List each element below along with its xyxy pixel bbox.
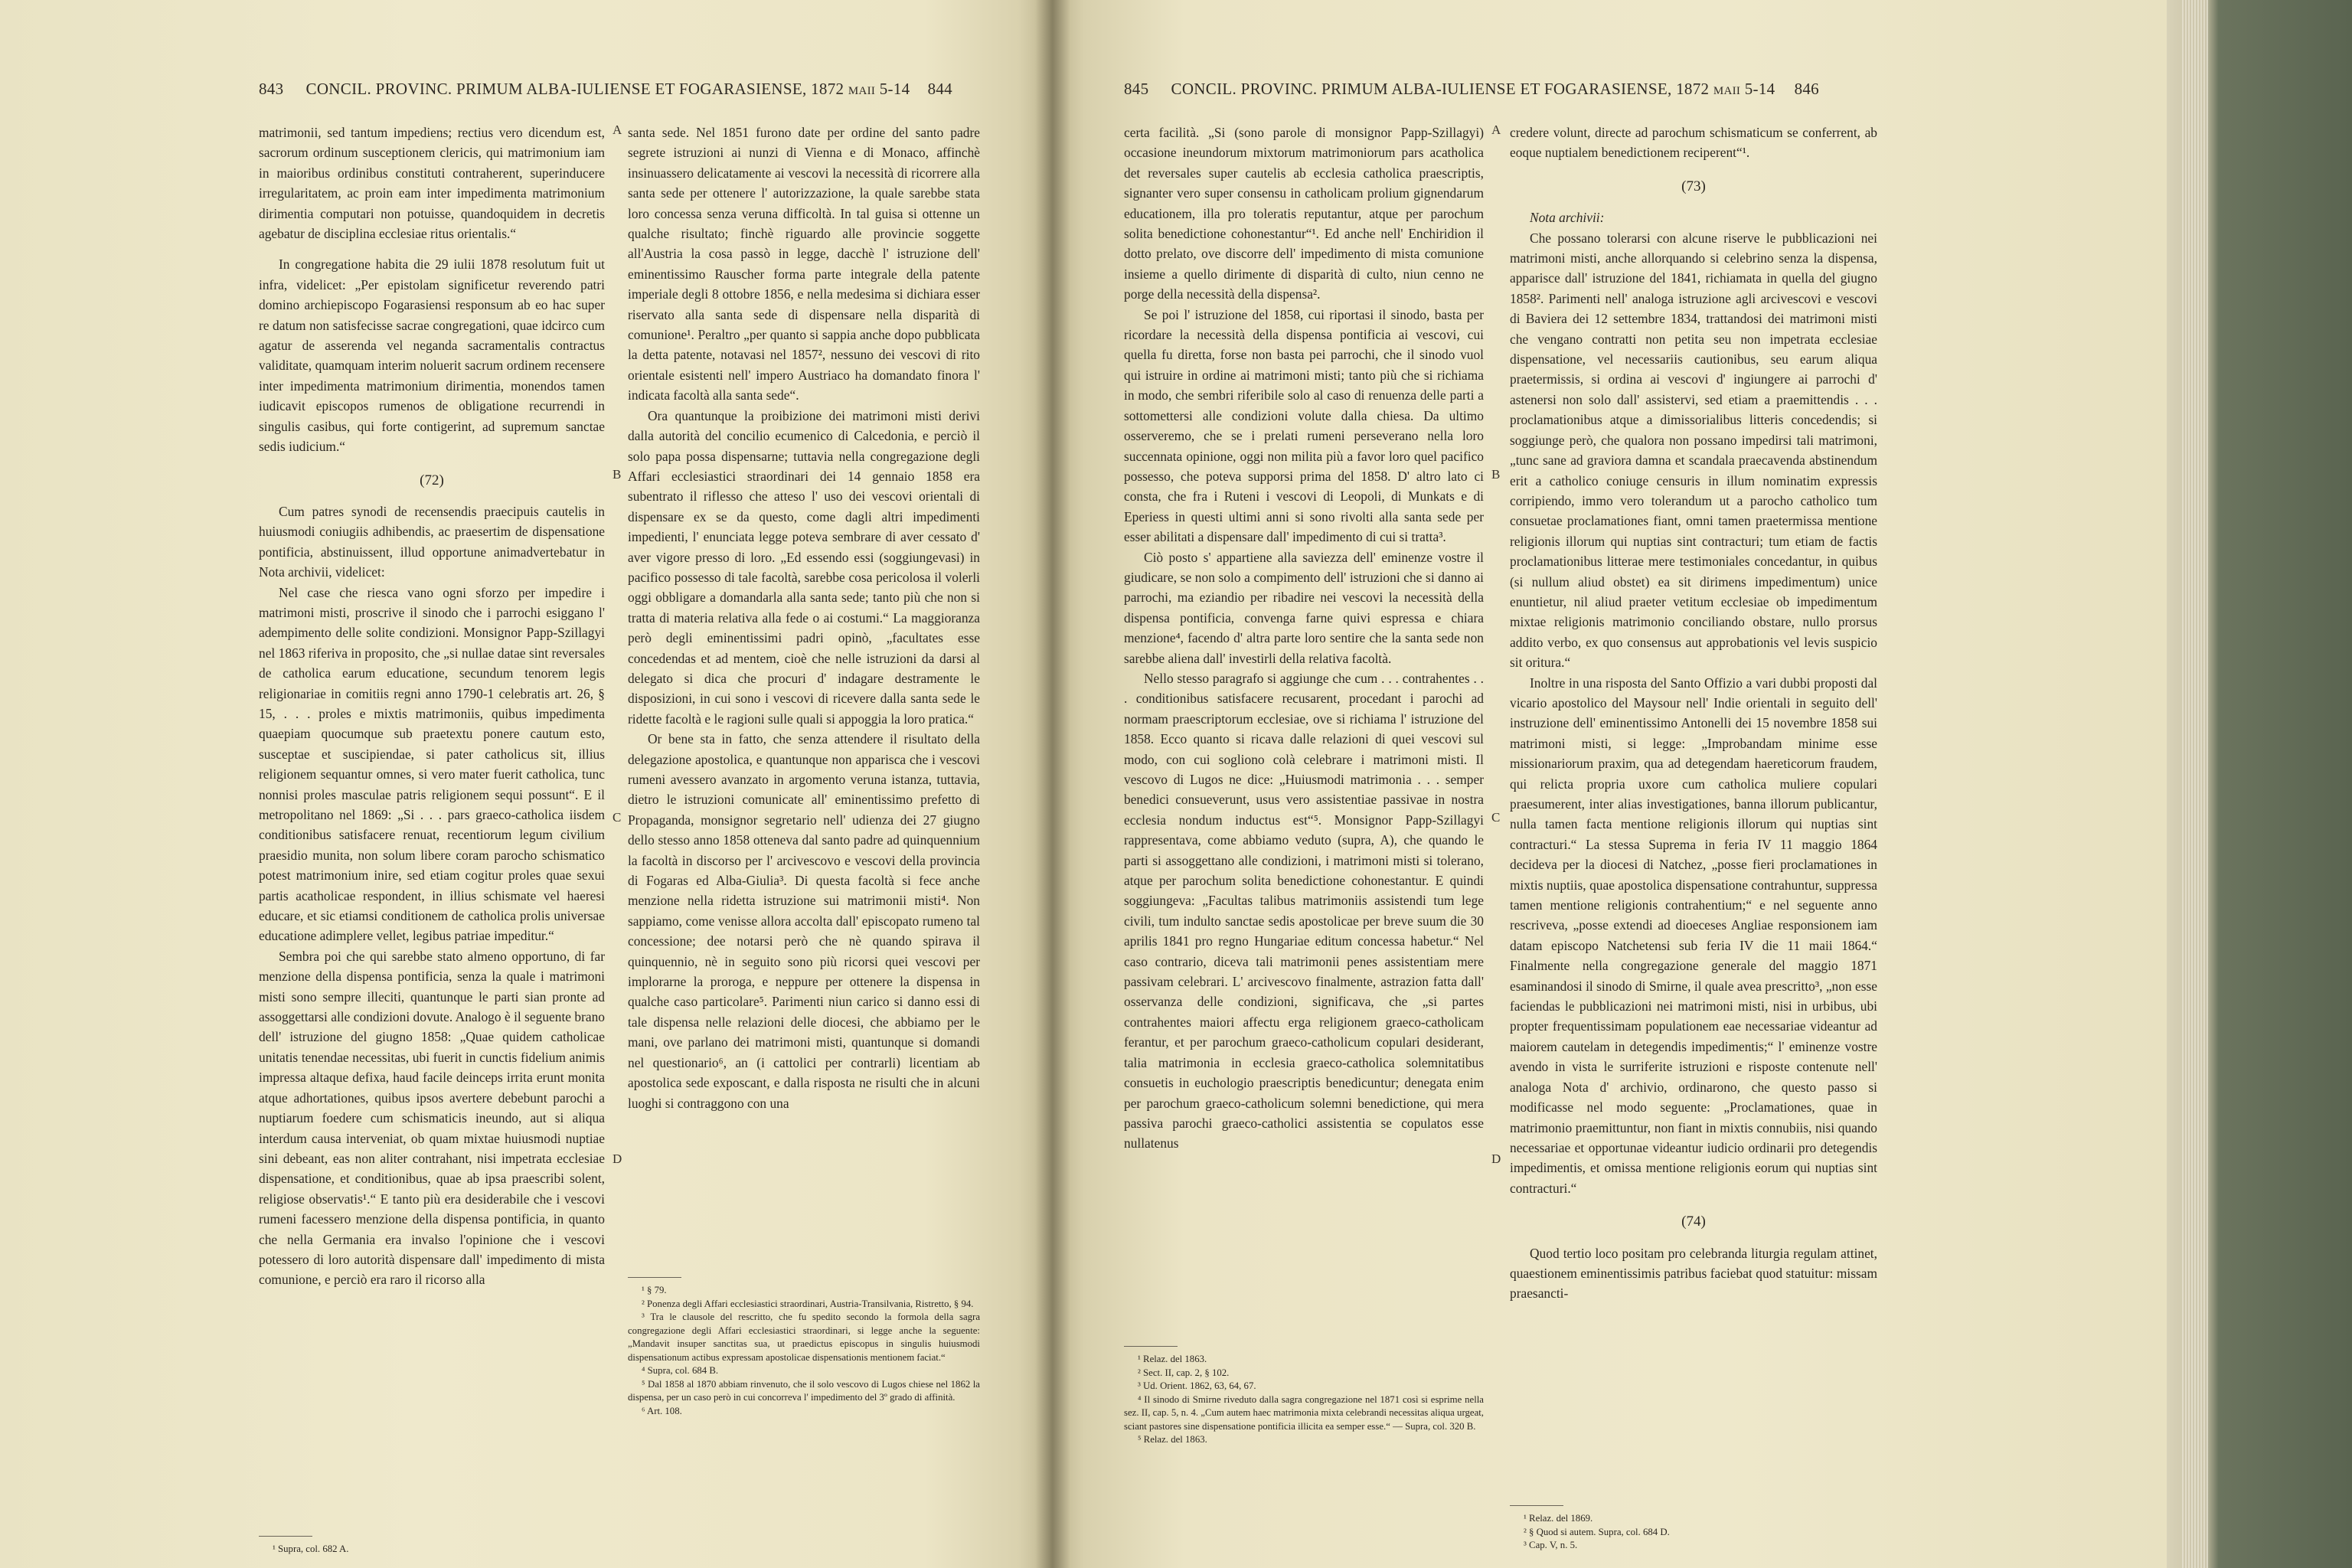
paragraph: Or bene sta in fatto, che senza attendere il risultato della delegazione apostolica, e quantunque non apparisca che i vescovi rumeni avessero avanzato in argomento veruna istanza, tuttavia, dietro le istruzioni comunicate all' eminentissimo prefetto di Propaganda, monsignor segretario nell' udienza dei 27 giugno dello stesso anno 1858 otteneva dal santo padre ad quinquennium la facoltà in discorso per l' arcivescovo e vescovi della provincia di Fogaras ed Alba-Giulia³. Di questa facoltà si fece anche menzione nella ridetta istruzione sui matrimonii misti⁴. Non sappiamo, come venisse allora accolta dall' episcopato rumeno tal concessione; dee notarsi però che nè quando spirava il quinquennio, nè in seguito sono più ricorsi quei vescovi per implorarne la proroga, e neppure per ottenere la dispensa in qualche caso particolare⁵. Parimenti niun carico si danno essi di tale dispensa nelle relazioni delle diocesi, che abbiamo per le mani, ove parlano dei matrimoni misti, quantunque si domandi nel questionario⁶, an (i cattolici per contrarli) licentiam ab apostolica sede exposcant, e dalla risposta ne risulti che in alcuni luoghi si contraggono con una [628, 731, 980, 1111]
footnote: ⁴ Il sinodo di Smirne riveduto dalla sagra congregazione nel 1871 così si esprime nella sez. II, cap. 5, n. 4. „Cum autem haec matrimonia mixta celebrandi necessitas aliqua urgeat, sciant pastores sine dispensatione pontificia illicita ea semper esse.“ — Supra, col. 320 B. [1124, 1393, 1484, 1432]
margin-marker-b: B [1491, 467, 1501, 482]
paragraph: matrimonii, sed tantum impediens; rectius vero dicendum est, sacrorum ordinum susceptionem clericis, qui matrimonium iam in maioribus ordinibus constituti contraherent, superinducere irregularitatem, ac proin eam inter impedimenta matrimonium dirimentia computari non potuisse, quandoquidem in decretis agebatur de disciplina ecclesiae ritus orientalis.“ [259, 125, 605, 242]
left-column-a-footnotes [259, 1536, 605, 1557]
book-gutter [1035, 0, 1070, 1568]
right-column-a-footnotes [1124, 1346, 1484, 1447]
right-column-b-footnotes [1510, 1505, 1877, 1553]
footnote: ⁶ Art. 108. [642, 1405, 682, 1416]
page-number-844: 844 [927, 80, 952, 98]
section-number: (73) [1681, 178, 1706, 194]
page-number-845: 845 [1124, 80, 1149, 98]
paragraph: Inoltre in una risposta del Santo Offizio a vari dubbi proposti dal vicario apostolico del Maysour nell' Indie orientali in seguito dell' instruzione dell' eminentissimo Antonelli dei 15 novembre 1858 sui matrimoni misti, si legge: „Improbandam minime esse missionariorum praxim, qua ad detegendam haereticorum fraudem, qui relicta propria uxore cum catholica muliere copulari praesumerent, inter alias investigationes, banna illorum publicantur, nulla tamen facta mentione religionis illorum qui nuptias sint contracturi.“ La stessa Suprema in feria IV 11 maggio 1864 decideva per la diocesi di Natchez, „posse fieri proclamationes in mixtis nuptiis, quae apostolica dispensatione contrahuntur, suppressa tamen mentione religionis contrahentium;“ e nel seguente anno rescriveva, „posse extendi ad dioeceses Angliae responsionem iam datam episcopo Natchetensi sub feria IV die 11 maii 1864.“ Finalmente nella congregazione generale del maggio 1871 esaminandosi il sinodo di Smirne, il quale avea prescritto³, „non esse faciendas le pubblicazioni nei matrimoni misti, nisi in urbibus, ubi propter frequentissimam populationem eae necessariae videantur ad maiorem cautelam in detegendis impedimentis;“ l' eminenze vostre avendo in vista le surriferite istruzioni e risposte contenute nell' analoga Nota d' archivio, ordinarono, che questo passo si modificasse nel modo seguente: „Proclamationes, quae in matrimonio praemittuntur, non fiant in mixtis connubiis, nisi quando necessariae et opportunae videantur iudicio ordinarii pro detegendis impedimentis, et omissa mentione religionis eorum qui nuptias sint contracturi.“ [1510, 675, 1877, 1196]
running-title-left: CONCIL. PROVINC. PRIMUM ALBA-IULIENSE ET FOGARASIENSE, 1872 maii 5-14 [305, 80, 910, 98]
left-page-header [259, 80, 952, 99]
footnote-rule [628, 1277, 681, 1278]
page-stack-edge [2182, 0, 2208, 1568]
right-page [1050, 0, 2167, 1568]
running-title-right: CONCIL. PROVINC. PRIMUM ALBA-IULIENSE ET FOGARASIENSE, 1872 maii 5-14 [1171, 80, 1775, 98]
footnote: ² Ponenza degli Affari ecclesiastici straordinari, Austria-Transilvania, Ristretto, § 94. [642, 1298, 974, 1309]
footnote: ² § Quod si autem. Supra, col. 684 D. [1524, 1526, 1670, 1537]
footnote: ¹ Relaz. del 1863. [1138, 1354, 1207, 1364]
footnote-rule [1124, 1346, 1178, 1347]
left-column-a [259, 122, 605, 1290]
right-page-header [1124, 80, 1819, 99]
paragraph: Quod tertio loco positam pro celebranda liturgia regulam attinet, quaestionem eminentissimis patribus faciebat quod statuitur: missam praesancti- [1510, 1245, 1877, 1302]
footnote: ⁵ Dal 1858 al 1870 abbiam rinvenuto, che il solo vescovo di Lugos chiese nel 1862 la dispensa, per un caso però in cui concorreva l' impedimento del 3º grado di affinità. [628, 1378, 980, 1403]
footnote: ¹ § 79. [642, 1285, 667, 1295]
left-column-b [628, 122, 980, 1113]
paragraph: Se poi l' istruzione del 1858, cui riportasi il sinodo, basta per ricordare la necessità della dispensa pontificia ai vescovi, cui quella fu diretta, forse non basta pei parrochi, che il sinodo vuol qui istruire in ordine ai matrimoni misti; tanto più che si richiama in modo, che sembri riferibile solo al caso di renuenza delle parti a sottomettersi alle condizioni volute dalla chiesa. Da ultimo osserveremo, che se i prelati rumeni perseverano nella loro succennata opinione, oggi non milita più a favor loro quel pacifico possesso, che poteva supporsi prima del 1858. D' altro lato ci consta, che fra i Ruteni i vescovi di Leopoli, di Munkats e di Eperiess in questi ultimi anni si sono rivolti alla santa sede per esser abilitati a dispensare dall' impedimento di cui si tratta³. [1124, 306, 1484, 545]
footnote: ³ Ud. Orient. 1862, 63, 64, 67. [1138, 1380, 1256, 1391]
paragraph: Sembra poi che qui sarebbe stato almeno opportuno, di far menzione della dispensa pontificia, senza la quale i matrimoni misti sono sempre illeciti, quantunque le parti sian pronte ad assoggettarsi alle condizioni dovute. Analogo è il seguente brano dell' istruzione del giugno 1858: „Quae quidem catholicae unitatis tenendae necessitas, ubi fuerit in cunctis fidelium animis impressa altaque defixa, haud facile deinceps irrita erunt monita atque adhortationes, quibus ipsos avertere debebunt parochi a nuptiarum foedere cum schismaticis ineundo, aut si aliqua interdum causa interveniat, ob quam mixtae huiusmodi nuptiae sini debeant, eas non aliter contrahant, nisi impetrata ecclesiae dispensatione, et conditionibus, quae ab ipsa praescribi solent, religiose observatis¹.“ E tanto più era desiderabile che i vescovi rumeni facessero menzione della dispensa pontificia, in quanto che nella Germania era invalso l'opinione che i vescovi potessero di loro autorità dispensare dall' impedimento di mista comunione, e perciò era raro il ricorso alla [259, 948, 605, 1288]
footnote-rule [259, 1536, 312, 1537]
footnote: ⁵ Relaz. del 1863. [1138, 1434, 1207, 1445]
paragraph: santa sede. Nel 1851 furono date per ordine del santo padre segrete istruzioni ai nunzi di Vienna e di Monaco, affinchè insinuassero delicatamente ai vescovi la necessità di ricorrere alla santa sede per ottenere l' autorizzazione, la quale sarebbe stata loro concessa senza veruna difficoltà. In tal guisa si ottenne un qualche risultato; finchè riguardo alle provincie soggette all'Austria la cosa passò in legge, dacchè l' istruzione dell' eminentissimo Rauscher forma parte integrale della patente imperiale degli 8 ottobre 1856, e nella medesima si dichiara esser riservato alla santa sede di dispensare nella disparità di comunione¹. Peraltro „per quanto si sappia anche dopo pubblicata la detta patente, notavasi nel 1857², nessuno dei vescovi di rito orientale esistenti nell' impero Austriaco ha domandato finora l' indicata facoltà alla santa sede“. [628, 125, 980, 403]
section-number: (72) [420, 472, 444, 488]
margin-marker-a: A [1491, 122, 1501, 137]
margin-marker-c: C [612, 810, 622, 825]
footnote: ² Sect. II, cap. 2, § 102. [1138, 1367, 1230, 1378]
footnote: ³ Cap. V, n. 5. [1524, 1540, 1578, 1550]
paragraph: Ciò posto s' appartiene alla saviezza dell' eminenze vostre il giudicare, se non solo a compimento dell' istruzioni che si danno ai parrochi, ma eziandio per ribadire nei vescovi la necessità della dispensa pontificia, convenga farne quivi espressa e chiara menzione⁴, facendo d' altra parte loro sentire che la santa sede non sarebbe aliena dall' investirli della relativa facoltà. [1124, 549, 1484, 666]
section-number: (74) [1681, 1214, 1706, 1230]
page-number-843: 843 [259, 80, 284, 98]
footnote: ³ Tra le clausole del rescritto, che fu spedito secondo la formola della sagra congregazione degli Affari ecclesiastici straordinari, si legge anche la seguente: „Mandavit insuper sanctitas sua, ut praedictus episcopus in singulis huiusmodi dispensationum actibus expressam apostolicae dispensationis mentionem faciat.“ [628, 1312, 980, 1363]
margin-marker-d: D [612, 1152, 622, 1166]
paragraph: Nel case che riesca vano ogni sforzo per impedire i matrimoni misti, proscrive il sinodo che i parrochi esiggano l' adempimento delle solite condizioni. Monsignor Papp-Szillagyi nel 1863 riferiva in proposito, che „si nullae datae sint reversales de catholica earum educatione, secundum tenorem legis religionariae in comitiis regni anno 1790-1 celebratis art. 26, § 15, . . . proles e mixtis matrimoniis, quibus impedimenta quaepiam quocumque sub praetextu ponere cautum esto, susceptae et suscipiendae, si pater catholicus sit, illius religionem sequantur omnes, si vero mater fuerit catholica, tunc nonnisi proles masculae patris religionem sequi possunt“. E il metropolitano nel 1869: „Si . . . pars graeco-catholica iisdem conditionibus satisfacere renuat, recentiorum legum civilium praesidio munita, non solum libere coram parocho schismatico potest matrimonium inire, sed etiam cogitur proles quae sexui partis acatholicae respondent, in illius schismate vel haeresi educare, et sic etiamsi conditionem de catholica prolis universae educatione adimplere vellet, legibus patriae impeditur.“ [259, 584, 605, 944]
margin-marker-d: D [1491, 1152, 1501, 1166]
margin-marker-c: C [1491, 810, 1501, 825]
margin-marker-b: B [612, 467, 622, 482]
right-column-a [1124, 122, 1484, 1154]
footnote: ¹ Supra, col. 682 A. [273, 1544, 349, 1554]
page-number-846: 846 [1794, 80, 1819, 98]
footnote-rule [1510, 1505, 1563, 1506]
left-page [0, 0, 1050, 1568]
paragraph: credere volunt, directe ad parochum schismaticum se conferrent, ab eoque nuptialem benedictionem reciperent“¹. [1510, 125, 1877, 161]
footnote: ¹ Relaz. del 1869. [1524, 1513, 1593, 1524]
paragraph: Ora quantunque la proibizione dei matrimoni misti derivi dalla autorità del concilio ecumenico di Calcedonia, e perciò il solo papa possa dispensarne; tuttavia nella congregazione degli Affari ecclesiastici straordinari dei 14 gennaio 1858 era subentrato il riflesso che atteso l' uso dei vescovi orientali di dispensare ex se da questo, come dagli altri impedimenti impedienti, l' enunciata legge poteva sembrare di aver cessato d' aver vigore presso di loro. „Ed essendo essi (soggiungevasi) in pacifico possesso di tale facoltà, sarebbe cosa pericolosa il volerli oggi obbligare a domandarla alla santa sede; tanto più che non si tratta di materia relativa alla fede o ai costumi.“ La maggioranza però degli eminentissimi padri opinò, „facultates esse concedendas et ad mentem, cioè che nelle istruzioni da darsi al delegato si dica che procuri d' indagare destramente le disposizioni, in cui sono i vescovi di ricevere dalla santa sede le ridette facoltà e le ragioni sulle quali si appoggia la loro pratica.“ [628, 407, 980, 727]
paragraph: Nello stesso paragrafo si aggiunge che cum . . . contrahentes . . . conditionibus satisfacere recusarent, procedant i parochi ad normam praescriptorum ecclesiae, ove si richiama l' istruzione del 1858. Ecco quanto si ricava dalle relazioni di quei vescovi sul modo, con cui sogliono colà celebrare i matrimoni misti. Il vescovo di Lugos ne dice: „Huiusmodi matrimonia . . . semper benedici consueverunt, usus vero assistentiae passivae in nostra ecclesia nondum inductus est“⁵. Monsignor Papp-Szillagyi rappresentava, come abbiamo veduto (supra, A), che quando le parti si assoggettano alle condizioni, i matrimoni misti si tolerano, atque per parochum solita benedictione cohonestantur. E quindi soggiungeva: „Facultas talibus matrimoniis assistendi tum lege civili, tum indulto sanctae sedis apostolicae per breve suum die 30 aprilis 1841 pro regno Hungariae editum concessa habetur.“ Nel caso contrario, diceva tali matrimonii penes assistentiam mere passivam celebrari. L' arcivescovo finalmente, astrazion fatta dall' osservanza delle condizioni, significava, che „si partes contrahentes maiori affectu erga religionem graeco-catholicam ferantur, et per parochum graeco-catholicum copulari desiderant, talia matrimonia in ecclesia graeco-catholica solemnitatibus consuetis in euchologio praescriptis benedicuntur; denegata enim per parochum graeco-catholicum solemni benedictione, qui mera passiva parochi graeco-catholici assistentia se copulatos esse nullatenus [1124, 670, 1484, 1152]
paragraph: certa facilità. „Si (sono parole di monsignor Papp-Szillagyi) occasione ineundorum mixtorum matrimoniorum pars acatholica det reversales super cautelis ab ecclesia catholica praescriptis, signanter vero super consensu in catholicam prolium gignendarum educationem, illa pro toleratis reputantur, atque per parochum solita benedictione cohonestantur“¹. Ed anche nell' Enchiridion il dotto prelato, ove discorre dell' impedimento di mista comunione insieme a quello dirimente di disparità di culto, niun cenno ne porge della necessità della dispensa². [1124, 125, 1484, 302]
paragraph: In congregatione habita die 29 iulii 1878 resolutum fuit ut infra, videlicet: „Per epistolam significetur reverendo patri domino archiepiscopo Fogarasiensi responsum ab eo hac super re datum non satisfecisse sacrae congregationi, quae idcirco cum agatur de asserenda vel neganda sacramentalis contractus validitate, quamquam interim noluerit sacrum ordinem recensere inter impedimenta matrimonium dirimentia, monendos tamen iudicavit episcopos rumenos de obligatione recurrendi in singulis casibus, qui forte contigerint, ad supremum sanctae sedis iudicium.“ [259, 256, 605, 455]
footnote: ⁴ Supra, col. 684 B. [642, 1365, 719, 1376]
left-column-b-footnotes [628, 1277, 980, 1418]
right-column-b [1510, 122, 1877, 1304]
margin-marker-a: A [612, 122, 622, 137]
paragraph: Cum patres synodi de recensendis praecipuis cautelis in huiusmodi coniugiis adhibendis, ac praesertim de dispensatione pontificia, abstinuissent, illud opportune animadvertebatur in Nota archivii, videlicet: [259, 503, 605, 580]
paragraph: Che possano tolerarsi con alcune riserve le pubblicazioni nei matrimoni misti, anche allorquando si celebrino senza la dispensa, apparisce dall' istruzione del 1841, richiamata in quella del giugno 1858². Parimenti nell' analoga istruzione agli arcivescovi e vescovi di Baviera dei 12 settembre 1834, trattandosi dei matrimoni misti che vengano contratti non petita seu non impetrata ecclesiae dispensatione, vel necessariis cautionibus, seu earum aliqua praetermissis, si ordina ai vescovi d' ingiungere ai parrochi d' astenersi non solo dall' assistervi, sed etiam a praemittendis . . . proclamationibus atque a dimissorialibus litteris concedendis; si soggiunge però, che qualora non possano impedirsi tali matrimoni, „tunc sane ad graviora damna et scandala praecavenda abstinendum erit a catholico coniuge censuris in illum nominatim expressis corripiendo, immo vero tolerandum ut a parocho catholico tum consuetae proclamationes fiant, omni tamen praetermissa mentione religionis illorum qui nuptias sint contracturi; tum etiam de factis proclamationibus litterae mere testimoniales concedantur, in quibus (si nullum aliud obstet) ea sit dirimens impedimentum) unice enuntietur, nil aliud praeter vetitum ecclesiae ob impedimentum mixtae religionis matrimonio conciliando obstare, nullo prorsus addito verbo, ex quo consensus aut approbationis vel levis suspicio sit oritura.“ [1510, 230, 1877, 671]
note-heading: Nota archivii: [1530, 210, 1605, 226]
